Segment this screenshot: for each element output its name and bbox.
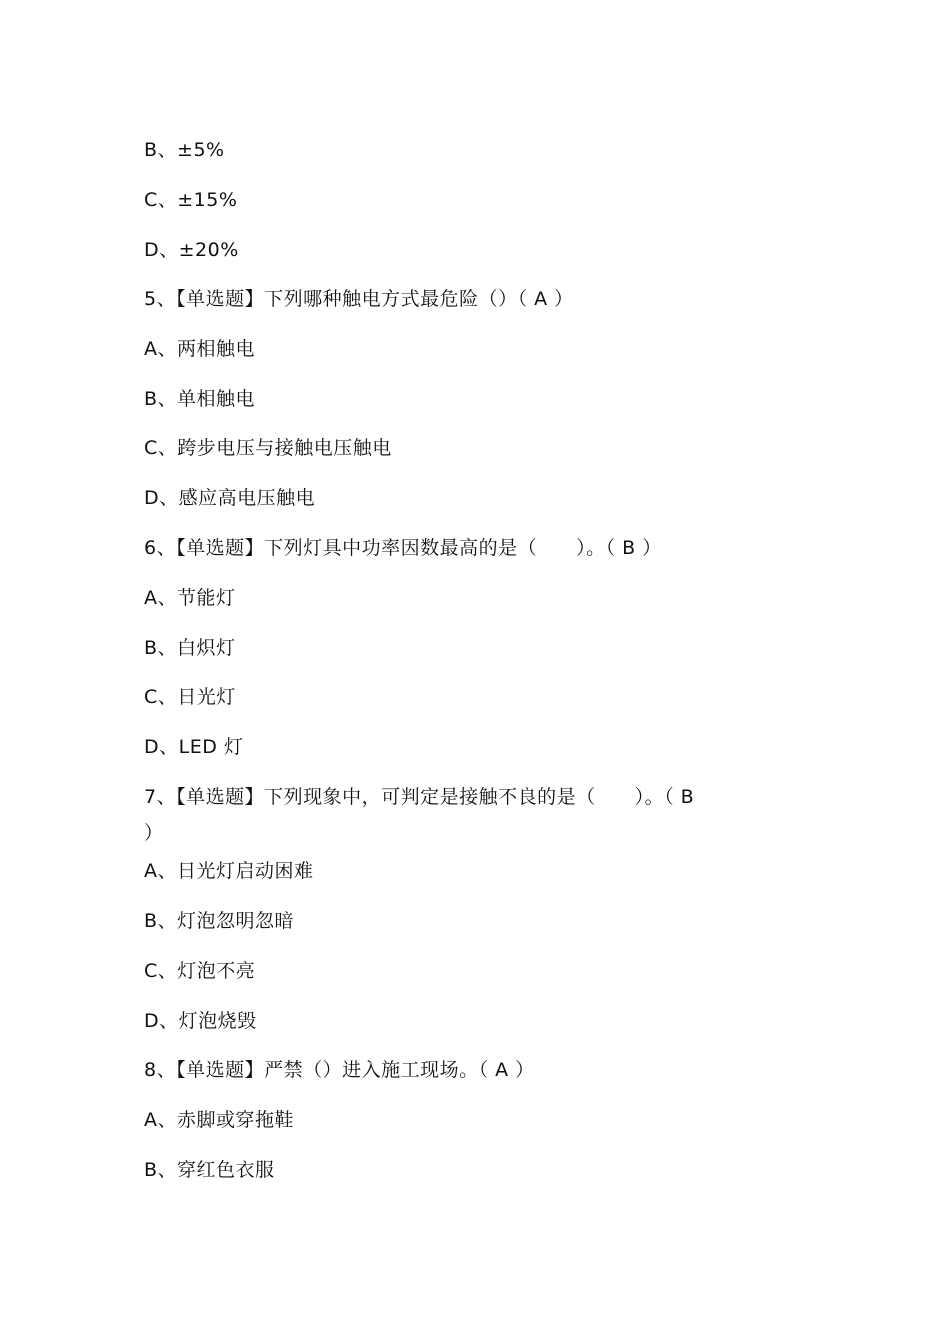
question-8: 8、【单选题】严禁（）进入施工现场。（ A ） [144, 1059, 535, 1081]
option-b-q5: B、单相触电 [144, 388, 256, 410]
question-7-continuation: ） [144, 822, 164, 844]
option-b-q7: B、灯泡忽明忽暗 [144, 910, 295, 932]
question-6: 6、【单选题】下列灯具中功率因数最高的是（ ）。（ B ） [144, 537, 662, 559]
option-d-q5: D、感应高电压触电 [144, 487, 316, 509]
option-d-q4: D、±20% [144, 239, 239, 261]
option-d-q7: D、灯泡烧毁 [144, 1010, 257, 1032]
option-b-q8: B、穿红色衣服 [144, 1159, 275, 1181]
option-c-q7: C、灯泡不亮 [144, 960, 256, 982]
question-5: 5、【单选题】下列哪种触电方式最危险（）（ A ） [144, 288, 574, 310]
option-a-q8: A、赤脚或穿拖鞋 [144, 1109, 294, 1131]
option-c-q5: C、跨步电压与接触电压触电 [144, 437, 392, 459]
option-b-q4: B、±5% [144, 139, 225, 161]
option-c-q6: C、日光灯 [144, 686, 236, 708]
option-c-q4: C、±15% [144, 189, 238, 211]
option-b-q6: B、白炽灯 [144, 637, 236, 659]
option-a-q7: A、日光灯启动困难 [144, 860, 314, 882]
question-7: 7、【单选题】下列现象中，可判定是接触不良的是（ ）。（ B [144, 786, 695, 808]
option-a-q5: A、两相触电 [144, 338, 255, 360]
option-a-q6: A、节能灯 [144, 587, 236, 609]
option-d-q6: D、LED 灯 [144, 736, 244, 758]
